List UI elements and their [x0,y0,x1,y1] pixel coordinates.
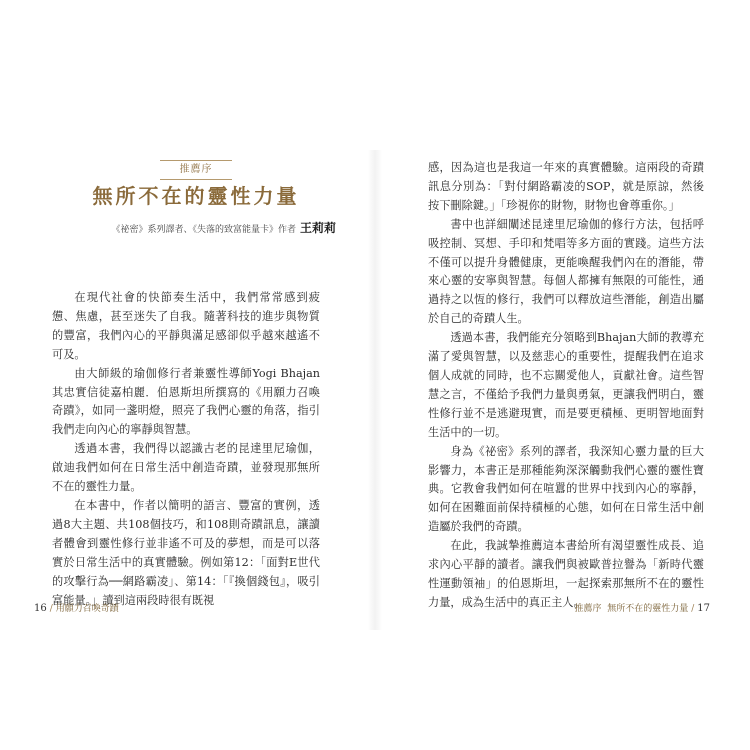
paragraph: 在此，我誠摯推薦這本書給所有渴望靈性成長、追求內心平靜的讀者。讓我們與被歐普拉譽為「新時代靈性運動領袖」的伯恩斯坦，一起探索那無所不在的靈性力量，成為生活中的真正主人。 [428,539,704,609]
paragraph: 由大師級的瑜伽修行者兼靈性導師Yogi Bhajan其忠實信徒嘉柏麗．伯恩斯坦所撰寫的《用願力召喚奇蹟》，如同一盞明燈，照亮了我們心靈的角落，指引我們走向內心的寧靜與智慧。 [52,366,320,437]
left-body-text [52,289,320,610]
byline-credits: 《祕密》系列譯者、《失落的致富能量卡》作者 [111,225,296,235]
page-number: 17 [697,603,710,614]
running-section: 推薦序 [574,604,602,614]
paragraph: 在本書中，作者以簡明的語言、豐富的實例，透過8大主題、共108個技巧，和108則奇蹟訊息，讓讀者體會到靈性修行並非遙不可及的夢想，而是可以落實於日常生活中的真實體驗。例如第12：「面對E世代的攻擊行為──網路霸凌」、第14：「『換個錢包』，吸引富能量。」讀到這兩段時很有既視 [52,498,320,607]
byline-author: 王莉莉 [299,221,336,235]
footer-divider: / [49,604,53,614]
paragraph: 身為《祕密》系列的譯者，我深知心靈力量的巨大影響力，本書正是那種能夠深深觸動我們心靈的靈性寶典。它教會我們如何在喧囂的世界中找到內心的寧靜，如何在困難面前保持積極的心態，如何在日常生活中創造屬於我們的奇蹟。 [428,444,704,534]
byline [96,220,336,238]
paragraph: 透過本書，我們能充分領略到Bhajan大師的教導充滿了愛與智慧，以及慈悲心的重要性，提醒我們在追求個人成就的同時，也不忘關愛他人，貢獻社會。這些智慧之言，不僅給予我們力量與勇氣，更讓我們明白，靈性修行並不是逃避現實，而是要更積極、更明智地面對生活中的一切。 [428,331,704,439]
paragraph-continuation: 感，因為這也是我這一年來的真實體驗。這兩段的奇蹟訊息分別為：「對付網路霸凌的SOP，就是原諒，然後按下刪除鍵。」「珍視你的財物，財物也會尊重你。」 [428,161,704,212]
book-gutter [368,150,382,630]
right-body-text [428,159,704,613]
footer-divider: / [691,604,695,614]
running-chapter-title: 無所不在的靈性力量 [607,604,689,614]
running-book-title: 用願力召喚奇蹟 [55,604,119,614]
right-footer [574,601,710,614]
paragraph: 在現代社會的快節奏生活中，我們常常感到疲憊、焦慮，甚至迷失了自我。隨著科技的進步與物質的豐富，我們內心的平靜與滿足感卻似乎越來越遙不可及。 [52,291,320,361]
paragraph: 書中也詳細闡述昆達里尼瑜伽的修行方法，包括呼吸控制、冥想、手印和梵唱等多方面的實踐。這些方法不僅可以提升身體健康，更能喚醒我們內在的潛能，帶來心靈的安寧與智慧。每個人都擁有無限的可能性，通過持之以恆的修行，我們可以釋放這些潛能，創造出屬於自己的奇蹟人生。 [428,217,704,326]
chapter-title: 無所不在的靈性力量 [92,184,300,208]
paragraph: 透過本書，我們得以認識古老的昆達里尼瑜伽，啟迪我們如何在日常生活中創造奇蹟，並發現那無所不在的靈性力量。 [52,442,320,494]
left-page [0,0,374,750]
page-number: 16 [34,603,47,614]
left-footer [34,601,119,614]
section-label: 推薦序 [160,160,232,180]
